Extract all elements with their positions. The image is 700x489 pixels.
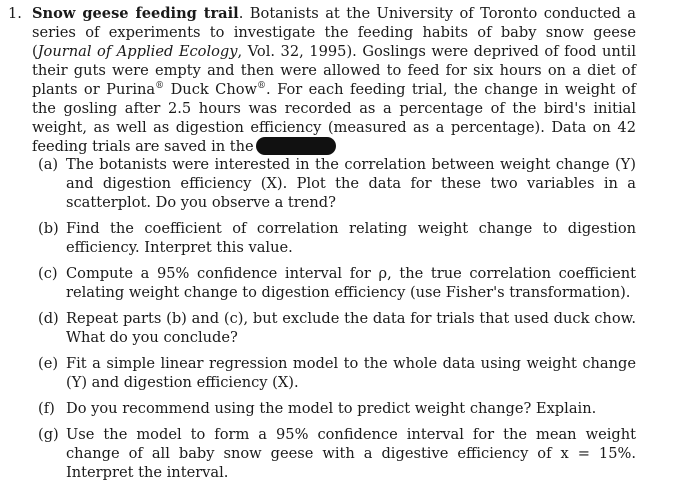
journal-name: Journal of Applied Ecology <box>37 43 238 60</box>
part-text: Fit a simple linear regression model to the whole data using weight change (Y) and digestion efficiency (X). <box>66 355 636 391</box>
part-b <box>38 219 636 257</box>
part-g <box>38 425 636 482</box>
part-label: (a) <box>38 156 59 173</box>
part-text: Compute a 95% confidence interval for ρ, the true correlation coefficient relating weight change to digestion efficiency (use Fisher's transformation). <box>66 265 636 301</box>
part-text: Do you recommend using the model to predict weight change? Explain. <box>66 400 597 417</box>
part-d <box>38 309 636 347</box>
part-text: Repeat parts (b) and (c), but exclude the data for trials that used duck chow. What do you conclude? <box>66 310 636 346</box>
part-label: (e) <box>38 355 59 372</box>
part-f <box>38 399 636 418</box>
redaction-mark <box>256 137 336 155</box>
part-text: The botanists were interested in the correlation between weight change (Y) and digestion efficiency (X). Plot the data for these two variables in a scatterplot. Do you observe a trend? <box>66 156 636 211</box>
problem-title: Snow geese feeding trail <box>32 5 239 22</box>
part-a <box>38 155 636 212</box>
intro-text-1: . Botanists at the University of Toronto conducted a series of experiments to investigate the feeding habits of baby snow geese ( <box>32 5 636 60</box>
part-text: Use the model to form a 95% confidence interval for the mean weight change of all baby snow geese with a digestive efficiency of x = 15%. Interpret the interval. <box>66 426 636 481</box>
intro-text-4: . For each feeding trial, the change in weight of the gosling after 2.5 hours was recorded as a percentage of the bird's initial weight, as well as digestion efficiency (measured as a percentage). Data on 42 feeding trials are saved in the <box>32 81 636 155</box>
part-label: (f) <box>38 400 55 417</box>
part-text: Find the coefficient of correlation relating weight change to digestion efficiency. Interpret this value. <box>66 220 636 256</box>
part-label: (g) <box>38 426 59 443</box>
part-c <box>38 264 636 302</box>
question-parts <box>38 155 636 489</box>
intro-text-2: , Vol. 32, 1995). Goslings were deprived of food until their guts were empty and then were allowed to feed for six hours on a diet of plants or Purina <box>32 43 636 98</box>
registered-mark-1: ® <box>155 81 165 92</box>
intro-text-3: Duck Chow <box>164 81 258 98</box>
problem-number: 1. <box>8 5 22 22</box>
problem-intro <box>32 4 636 156</box>
problem-statement <box>8 4 636 156</box>
part-label: (d) <box>38 310 59 327</box>
registered-mark-2: ® <box>257 81 267 92</box>
part-label: (b) <box>38 220 59 237</box>
part-label: (c) <box>38 265 58 282</box>
part-e <box>38 354 636 392</box>
